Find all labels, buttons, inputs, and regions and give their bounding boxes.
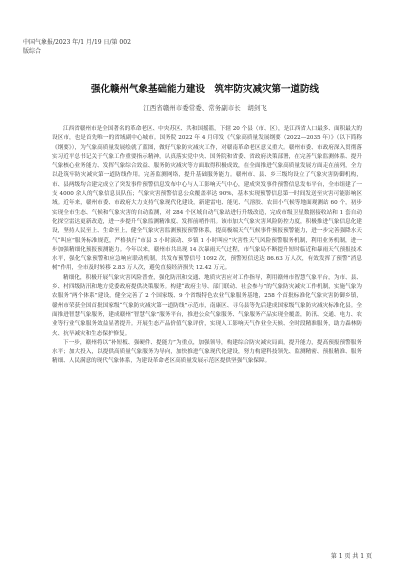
section-header: 版综合 [23,48,42,55]
paragraph-3: 下一步，赣州将以“补短板、强硬件、提能力”为重点，加强领导，构建综合防灾减灾局面，提升能力，提高预报预警服务水平；加大投入，以提供高质量气象服务为导向，加快推进气象现代化建设，努力构建科技领先、监测精密、预报精准、服务精细、人民满意的现代气象体系，为建设革命老区高质量发展示范区提供坚强气象保障。 [52,339,362,365]
article-author: 江西省赣州市委常委、常务副市长 胡剑飞 [143,104,267,112]
paragraph-1: 江西省赣州市是全国著名的革命老区、中央苏区、共和国摇篮，下辖 20 个县（市、区），是江西省人口最多、面积最大的设区市，也是首先唯一的省域副中心城市。国务院 2022 年 4 月印发《气象高质量发展纲要（2022—2035 年）》（以下简称《纲要》），为气象高质量发展绘就了蓝图，做好气象防灾减灾工作，对赣南革命老区意义重大。赣州市委、市政府深入贯彻落实习近平总书记关于气象工作重要指示精神，认真落实党中央、国务院和省委、省政府决策部署，在完善气象监测体系、提升气象核心业务能力、发挥气象综合效益、服务防灾减灾等方面取得积极成效，在全面推进气象高质量发展方面走在前列，全力以赴筑牢防灾减灾第一道防线作用。完善监测网络，提升基础服务能力。赣州市、县、乡三级均设立了气象灾害防御机构，市、县两级均合建完成立了突发事件预警信息发布中心与人工影响天气中心，建成突发事件预警信息发布平台，全市组建了一支 4000 余人的气象信息员队伍；气象灾害预警信息公众覆盖率达 90%，基本实现预警信息第一时间发送至灾害可能影响区域。近年来，赣州市委、市政府大力支持气象现代化建设，新建雷电、能见、气溶胶、农田小气候等地面观测站 60 个，初步实现全市生态、气候和气象灾害的自动监测，对 284 个区域自动气象站进行升级改造，完成市级卫星数据接收站和 1 套自动化探空雷达更新改造，进一步提升气象监测精准度、发挥前哨作用。该市加大气象灾害风险防控力度，积极推进气象信息化建设，坚持人民至上、生命至上，健全气象灾害监测预报预警体系，提高极端天气气候事件预报预警能力，进一步完善强降水天气“叫应”服务标准规范，严格执行“市县 3 小时滚动、乡镇 1 小时叫应”灾害性天气风险预警服务机制，利用业务机制，进一步加强精细化预报预测能力。今年以来，赣州市共出现 14 次暴雨天气过程，市气象局不断提升短时临近和暴雨天气预报技术水平，强化气象预警和应急响应联动机制，共发布预警信号 1092 次，预警短信送达 86.63 万人次，有效发挥了预警“消息树”作用，全市及时转移 2.83 万人次，避免直接经济损失 12.42 万元。 [52,126,362,272]
source-header: 中国气象报/2023 年/1 月/19 日/第 002 [23,39,131,46]
paragraph-2: 精细化，积极开展气象灾害风险普查，强化防汛和交通、地质灾害应对工作指导，利用赣州市智慧气象平台，为市、县、乡、村四级防汛和地方党委政府提供决策服务。构建“政府主导、部门联动、社会参与”的气象防灾减灾工作机制，实施气象为农服务“两个体系”建设，健全完善了 2 个国家级、9 个省级特色农业气象服务基地，258 个首批标准化气象灾害防御乡镇，赣州市荣获全国首批国家级“气象防灾减灾第一道防线”示范市，南康区、寻乌县等先后建成国家级气象防灾减灾标准化县。全面推进智慧气象服务，建成赣州“智慧气象”服务平台，推进公众气象服务、气象服务产品实现全覆盖，防汛、交通、电力、农业等行业气象服务效益显著提升。开展生态产品价值气象评价，实现人工影响天气作业全天候、全时段精准服务，助力森林防火、抗旱减灾和生态保护修复。 [52,274,362,337]
article-body [52,125,362,525]
article-title: 强化赣州气象基础能力建设 筑牢防灾减灾第一道防线 [90,84,319,95]
page-footer: 第 1 页 共 1 页 [330,553,372,560]
